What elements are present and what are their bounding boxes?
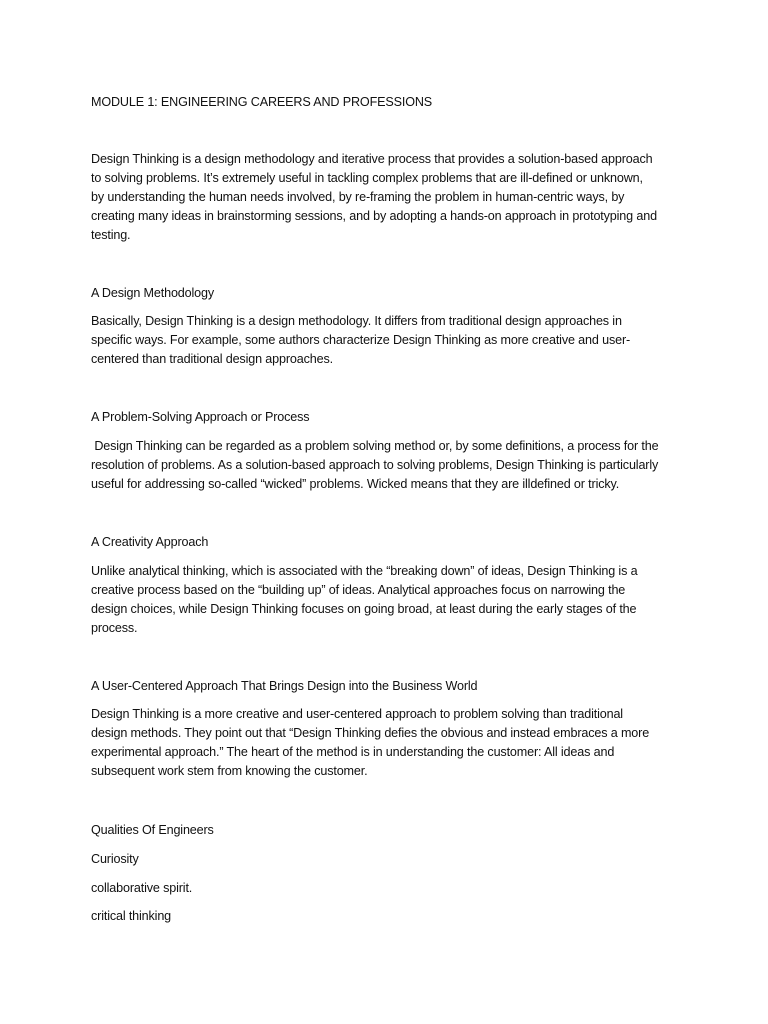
paragraph-line: process. — [91, 621, 138, 635]
paragraph-line: Design Thinking can be regarded as a problem solving method or, by some definitions, a process for the — [91, 439, 659, 453]
qualities-heading — [91, 821, 681, 840]
quality-item-text: Curiosity — [91, 852, 139, 866]
quality-item-curiosity — [91, 850, 681, 869]
section-heading-text: A User-Centered Approach That Brings Design into the Business World — [91, 679, 478, 693]
intro-line: testing. — [91, 228, 131, 242]
paragraph-line: Basically, Design Thinking is a design methodology. It differs from traditional design approaches in — [91, 314, 622, 328]
section-heading-text: A Design Methodology — [91, 286, 215, 300]
qualities-heading-text: Qualities Of Engineers — [91, 823, 214, 837]
module-title — [91, 93, 681, 112]
paragraph-line: centered than traditional design approaches. — [91, 352, 333, 366]
paragraph-line: useful for addressing so-called “wicked” problems. Wicked means that they are illdefined or tricky. — [91, 477, 620, 491]
section-paragraph-problem-solving — [91, 437, 681, 494]
section-heading-text: A Creativity Approach — [91, 535, 209, 549]
module-title-text: MODULE 1: ENGINEERING CAREERS AND PROFESSIONS — [91, 95, 433, 109]
intro-line: to solving problems. It’s extremely useful in tackling complex problems that are ill-defined or unknown, — [91, 171, 643, 185]
intro-line: creating many ideas in brainstorming sessions, and by adopting a hands-on approach in prototyping and — [91, 209, 657, 223]
section-heading-design-methodology — [91, 284, 681, 303]
section-paragraph-design-methodology — [91, 312, 681, 369]
paragraph-line: experimental approach.” The heart of the method is in understanding the customer: All ideas and — [91, 745, 615, 759]
intro-line: Design Thinking is a design methodology and iterative process that provides a solution-based approach — [91, 152, 653, 166]
section-heading-user-centered — [91, 677, 681, 696]
section-heading-text: A Problem-Solving Approach or Process — [91, 410, 310, 424]
section-paragraph-creativity — [91, 562, 681, 638]
paragraph-line: design choices, while Design Thinking focuses on going broad, at least during the early stages of the — [91, 602, 637, 616]
paragraph-line: resolution of problems. As a solution-based approach to solving problems, Design Thinking is particularly — [91, 458, 659, 472]
quality-item-text: critical thinking — [91, 909, 172, 923]
intro-line: by understanding the human needs involved, by re-framing the problem in human-centric ways, by — [91, 190, 625, 204]
quality-item-critical-thinking — [91, 907, 681, 926]
paragraph-line: creative process based on the “building up” of ideas. Analytical approaches focus on narrowing the — [91, 583, 626, 597]
section-paragraph-user-centered — [91, 705, 681, 781]
paragraph-line: Design Thinking is a more creative and user-centered approach to problem solving than traditional — [91, 707, 623, 721]
section-heading-creativity — [91, 533, 681, 552]
paragraph-line: Unlike analytical thinking, which is associated with the “breaking down” of ideas, Design Thinking is a — [91, 564, 638, 578]
quality-item-collaborative-spirit — [91, 879, 681, 898]
section-heading-problem-solving — [91, 408, 681, 427]
paragraph-line: design methods. They point out that “Design Thinking defies the obvious and instead embraces a more — [91, 726, 650, 740]
paragraph-line: specific ways. For example, some authors characterize Design Thinking as more creative and user- — [91, 333, 631, 347]
paragraph-line: subsequent work stem from knowing the customer. — [91, 764, 368, 778]
quality-item-text: collaborative spirit. — [91, 881, 193, 895]
intro-paragraph — [91, 150, 681, 245]
